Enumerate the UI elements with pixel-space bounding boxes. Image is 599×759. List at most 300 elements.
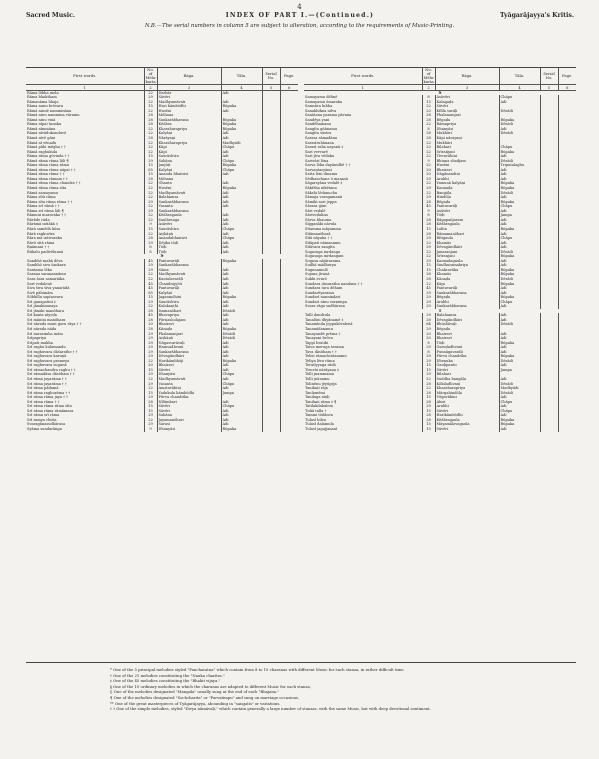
- mela-karta-cell: 29: [422, 354, 435, 359]
- raga-cell: Ṣaulāranga: [157, 218, 221, 223]
- tala-cell: Ādi: [221, 218, 262, 223]
- first-words-cell: Tulasī bilva: [305, 417, 326, 422]
- tala-cell: Ādi: [499, 377, 540, 382]
- raga-cell: Dējika tōḍi: [157, 241, 221, 246]
- tala-cell: Rūpaka: [499, 422, 540, 427]
- raga-cell: Phalamanjari: [435, 113, 499, 118]
- mela-karta-cell: 28: [422, 218, 435, 223]
- raga-cell: Sindhuramakriya: [435, 263, 499, 268]
- first-words-cell: Srī raghuvara dāśarathe † †: [27, 349, 78, 354]
- tala-cell: Dēsādi: [221, 336, 262, 341]
- raga-cell: Sankarābharana: [157, 350, 221, 355]
- first-words-cell: Srī raghuvara prameya: [27, 358, 70, 363]
- tala-cell: Triputalaghu: [499, 163, 540, 168]
- raga-cell: Bilahari: [435, 145, 499, 150]
- mela-karta-cell: 8: [422, 213, 435, 218]
- column-header: First words.: [304, 68, 422, 85]
- raga-cell: Sankarābharana: [157, 263, 221, 268]
- first-words-cell: Rārāde rāda: [27, 217, 50, 222]
- first-words-cell: Sarva lōka dayānidhē † †: [305, 163, 351, 168]
- tala-cell: Ādi: [221, 318, 262, 323]
- tala-cell: Ādi: [221, 350, 262, 355]
- first-words-cell: Rārā samēdā kōsa: [27, 226, 61, 231]
- tala-cell: Ādi: [221, 322, 262, 327]
- header-left: Sacred Music.: [26, 12, 76, 19]
- tala-cell: Rūpaka: [221, 127, 262, 132]
- tala-cell: Ādi: [221, 250, 262, 255]
- first-words-cell: Srī rāma pādamā: [27, 386, 59, 391]
- raga-cell: Hari kāmbōdhi: [157, 104, 221, 109]
- raga-cell: Dēvagāndhāri: [435, 245, 499, 250]
- raga-cell: Pantuvarāḷi: [435, 204, 499, 209]
- footnotes: [110, 667, 590, 712]
- tala-cell: Ādi: [221, 245, 262, 250]
- tala-cell: Ādi: [221, 277, 262, 282]
- raga-cell: Vasanta: [157, 204, 221, 209]
- first-words-cell: Rāma lōbha mela: [27, 91, 59, 95]
- raga-cell: Madhyamāvati: [157, 377, 221, 382]
- mela-karta-cell: 15: [422, 409, 435, 414]
- mela-karta-cell: 20: [144, 322, 157, 327]
- first-words-cell: Sangīta sāstra: [305, 131, 332, 136]
- tala-cell: Ādi: [221, 154, 262, 159]
- raga-cell: Vēgavāhini: [435, 395, 499, 400]
- tala-cell: Ādi: [499, 313, 540, 318]
- raga-cell: Kānaḍa: [435, 277, 499, 282]
- tala-cell: Dēsādi: [499, 191, 540, 196]
- raga-cell: Khamās: [435, 272, 499, 277]
- mela-karta-cell: 28: [422, 382, 435, 387]
- column-number: 5: [262, 85, 280, 91]
- mela-karta-cell: 28: [422, 118, 435, 123]
- mela-karta-cell: 20: [422, 172, 435, 177]
- raga-cell: Tōḍi: [157, 245, 221, 250]
- first-words-cell: Rāmā rāma rāma nāpai † †: [27, 167, 76, 172]
- raga-cell: Ānandabhairavi: [157, 236, 221, 241]
- mela-karta-cell: 29: [144, 372, 157, 377]
- column-header: Tāla.: [221, 68, 262, 85]
- raga-cell: Kharaharapriya: [435, 386, 499, 391]
- mela-karta-cell: 22: [144, 145, 157, 150]
- raga-cell: Janaranjani: [435, 250, 499, 255]
- mela-karta-cell: 20: [422, 336, 435, 341]
- tala-cell: Chāpu: [221, 236, 262, 241]
- mela-karta-cell: 15: [144, 227, 157, 232]
- tala-cell: Ādi: [221, 422, 262, 427]
- first-words-cell: Sarasa sāmadāna: [305, 136, 338, 141]
- mela-karta-cell: 28: [422, 391, 435, 396]
- mela-karta-cell: 22: [422, 145, 435, 150]
- raga-cell: Bhairavi: [435, 332, 499, 337]
- running-header: [26, 12, 574, 22]
- tala-cell: Ādi: [221, 377, 262, 382]
- raga-cell: Kēdāragaula: [435, 418, 499, 423]
- mela-karta-cell: 22: [422, 154, 435, 159]
- mela-karta-cell: 15: [144, 172, 157, 177]
- mela-karta-cell: 28: [144, 236, 157, 241]
- mela-karta-cell: 28: [422, 113, 435, 118]
- raga-cell: Dēvagāndhāri: [157, 354, 221, 359]
- raga-cell: Suddha bangāḷa: [435, 377, 499, 382]
- first-words-cell: Tiruvāi nārāyaṇa ‡: [305, 367, 339, 372]
- first-words-cell: Sari vevvarē: [305, 149, 328, 154]
- raga-cell: Husēni: [435, 163, 499, 168]
- raga-cell: Harikāmbhōji: [157, 359, 221, 364]
- raga-cell: Bhairavi: [435, 168, 499, 173]
- raga-cell: Mōhana: [157, 177, 221, 182]
- first-words-cell: Taiva meruga tarama: [305, 345, 344, 350]
- tala-cell: Ādi: [221, 109, 262, 114]
- tala-cell: Ādi: [499, 222, 540, 227]
- raga-cell: Sāvēri: [157, 368, 221, 373]
- tala-cell: Rūpaka: [499, 295, 540, 300]
- tala-cell: Rūpaka: [499, 181, 540, 186]
- footnote: † One of the 21 melodies constituting the "Nauka charitra.": [110, 672, 225, 678]
- first-words-cell: Sāmaja varagamanā: [305, 195, 343, 200]
- mela-karta-cell: 15: [144, 163, 157, 168]
- tala-cell: Ādi: [221, 354, 262, 359]
- tala-cell: Jampa: [499, 368, 540, 373]
- tala-cell: Ādi: [499, 259, 540, 264]
- raga-cell: Sahāna: [157, 413, 221, 418]
- mela-karta-cell: 22: [422, 141, 435, 146]
- raga-cell: Jaganmōhini: [157, 295, 221, 300]
- first-words-cell: Rāma rāma gōvinda † †: [27, 154, 70, 159]
- mela-karta-cell: 45: [144, 313, 157, 318]
- raga-cell: Asāvēri: [435, 209, 499, 214]
- mela-karta-cell: 22: [422, 282, 435, 287]
- raga-cell: Māyamālavagaula: [435, 422, 499, 427]
- tala-cell: Ādi: [499, 332, 540, 337]
- mela-karta-cell: 45: [144, 282, 157, 287]
- first-words-cell: Rāmanāma bhaja: [27, 99, 59, 104]
- raga-cell: Bilahari: [435, 372, 499, 377]
- mela-karta-cell: 22: [144, 204, 157, 209]
- tala-cell: Rūpaka: [221, 104, 262, 109]
- raga-cell: Husēni: [157, 109, 221, 114]
- tala-cell: Ādi: [499, 177, 540, 182]
- tala-cell: Dēsādi: [221, 332, 262, 337]
- mela-karta-cell: 22: [422, 122, 435, 127]
- tala-cell: Rūpaka: [221, 259, 262, 264]
- tala-cell: Ādi: [499, 350, 540, 355]
- raga-cell: Saurāshtra: [157, 227, 221, 232]
- first-words-cell: Srī rāma srī rāma: [27, 413, 60, 418]
- tala-cell: Rūpaka: [221, 122, 262, 127]
- raga-cell: Ārabhi: [435, 404, 499, 409]
- first-words-cell: Tanilani rāma ‡ ¶: [305, 399, 337, 404]
- raga-cell: Aṭṭhāṇā: [157, 232, 221, 237]
- tala-cell: Ādi: [221, 291, 262, 296]
- tala-cell: Dēsādi: [499, 391, 540, 396]
- tala-cell: Ādi: [221, 363, 262, 368]
- first-words-cell: Rāmā raghukula: [27, 149, 58, 154]
- first-words-cell: Sarivāri lōna: [305, 158, 329, 163]
- raga-cell: Pūrva chandrika: [157, 395, 221, 400]
- tala-cell: Ādi: [221, 150, 262, 155]
- raga-cell: Husēni: [157, 186, 221, 191]
- tala-cell: Dēsādi: [499, 359, 540, 364]
- first-words-cell: Ṛṇāmani † †: [27, 245, 50, 250]
- raga-cell: Punnāgavarāḷi: [435, 350, 499, 355]
- mela-karta-cell: 29: [144, 350, 157, 355]
- raga-cell: Kāpi nārayaṇi: [435, 136, 499, 141]
- raga-cell: Tōḍi: [435, 341, 499, 346]
- raga-cell: Kāpi: [157, 145, 221, 150]
- column-number: 6: [558, 85, 576, 91]
- tala-cell: Ādi: [499, 304, 540, 309]
- mela-karta-cell: 20: [422, 109, 435, 114]
- mela-karta-cell: 22: [422, 377, 435, 382]
- tala-cell: Chāpu: [499, 409, 540, 414]
- mela-karta-cell: 22: [144, 141, 157, 146]
- first-words-cell: Telisi rāmachintanamu: [305, 354, 347, 359]
- raga-cell: Saurāshtra: [157, 154, 221, 159]
- index-table-left: [26, 68, 298, 432]
- mela-karta-cell: 29: [144, 200, 157, 205]
- raga-cell: Kānaḍa: [157, 327, 221, 332]
- raga-cell: Rāmapriya: [435, 122, 499, 127]
- raga-cell: Bēgaḍa: [435, 200, 499, 205]
- mela-karta-cell: 22: [144, 304, 157, 309]
- tala-cell: Rūpaka: [221, 186, 262, 191]
- mela-karta-cell: 28: [144, 177, 157, 182]
- tala-cell: Chāpu: [221, 145, 262, 150]
- header-title: INDEX OF PART I.—(Continued.): [225, 12, 375, 19]
- mela-karta-cell: 28: [422, 418, 435, 423]
- first-words-cell: Rāmā ninnē nammināna: [27, 108, 72, 113]
- mela-karta-cell: 29: [422, 236, 435, 241]
- tala-cell: Dēsādi: [499, 277, 540, 282]
- tala-cell: Ādi: [499, 413, 540, 418]
- raga-cell: Sāvēri: [157, 95, 221, 100]
- first-words-cell: Rāma nīpai tanaku: [27, 122, 62, 127]
- first-words-cell: Šivē pāhimām: [27, 290, 53, 295]
- mela-karta-cell: 29: [144, 300, 157, 305]
- first-words-cell: Rūkalu padivēlunnā: [27, 249, 64, 254]
- raga-cell: Bhairavi: [157, 363, 221, 368]
- tala-cell: Rūpaka: [499, 186, 540, 191]
- first-words-cell: Sandēhamanu: [305, 122, 331, 127]
- mela-karta-cell: 28: [144, 122, 157, 127]
- first-words-cell: Srī rāmachandra raghu † †: [27, 367, 76, 372]
- raga-cell: Kalyāṇi: [157, 168, 221, 173]
- raga-cell: Rāgapañjaram: [435, 218, 499, 223]
- first-words-cell: Sukhi evarō: [305, 276, 327, 281]
- raga-cell: Jayamanōhari: [157, 418, 221, 423]
- first-words-cell: Tava dāsōham † †: [305, 349, 337, 354]
- first-words-cell: Sāmiki sari jeppa: [305, 199, 337, 204]
- first-words-cell: Sangīta gñānamu: [305, 126, 338, 131]
- mela-karta-cell: 29: [144, 268, 157, 273]
- raga-cell: Srīranjani: [435, 254, 499, 259]
- first-words-cell: Srī rāma rāma jaya † †: [27, 395, 68, 400]
- column-number: 1: [304, 85, 422, 91]
- first-words-cell: Srī rāma rāma rāmāmara: [27, 408, 74, 413]
- mela-karta-cell: 9: [144, 427, 157, 432]
- tala-cell: Ādi: [499, 245, 540, 250]
- first-words-cell: Srī rāma jayarāma † †: [27, 377, 67, 381]
- raga-cell: Sankarābharana: [157, 118, 221, 123]
- mela-karta-cell: 15: [422, 395, 435, 400]
- mela-karta-cell: 29: [422, 404, 435, 409]
- tala-cell: Ādi: [499, 286, 540, 291]
- first-words-cell: Rāmā nīvē gāni: [27, 136, 56, 141]
- mela-karta-cell: 28: [144, 309, 157, 314]
- raga-cell: Sāvēri: [435, 104, 499, 109]
- tala-cell: Madhyādi: [499, 386, 540, 391]
- raga-cell: Isamanōhari: [157, 309, 221, 314]
- column-number: 6: [280, 85, 298, 91]
- first-words-cell: Srī rāma jayarāma † †: [27, 381, 67, 386]
- tala-cell: Ādi: [499, 218, 540, 223]
- first-words-cell: Sākshi lēdanucha: [305, 190, 338, 195]
- tala-cell: Ādi: [499, 100, 540, 105]
- first-words-cell: Rāmā nīmmāna: [27, 126, 56, 131]
- raga-cell: Yadukula kāmbōdhi: [157, 391, 221, 396]
- first-words-cell: Srī raghu kulamandu: [27, 345, 66, 350]
- mela-karta-cell: 22: [144, 150, 157, 155]
- raga-cell: Srīrañjani: [435, 150, 499, 155]
- tala-cell: Jampa: [221, 391, 262, 396]
- raga-cell: Pūrva chandrika: [435, 354, 499, 359]
- tala-cell: Chāpu: [499, 400, 540, 405]
- tala-cell: Ādi: [221, 272, 262, 277]
- mela-karta-cell: 28: [144, 118, 157, 123]
- column-number: 4: [499, 85, 540, 91]
- mela-karta-cell: 29: [144, 159, 157, 164]
- first-words-cell: Sogasuga mṛdanga: [305, 249, 341, 254]
- raga-cell: Darbār: [157, 91, 221, 96]
- first-words-cell: Srī nārada nāda: [27, 326, 57, 331]
- first-words-cell: Tolli jnammamu: [305, 372, 335, 377]
- mela-karta-cell: 29: [144, 209, 157, 214]
- first-words-cell: Sārasa gāni: [305, 204, 327, 209]
- raga-cell: Kalyāṇi: [157, 291, 221, 296]
- first-words-cell: Sundari nīnu varṇimpa: [305, 299, 347, 304]
- first-words-cell: Rāmā ninu vinā: [27, 117, 56, 122]
- mela-karta-cell: 22: [144, 186, 157, 191]
- first-words-cell: Šōbhillu saptasvara: [27, 295, 63, 300]
- footnote: || One of the melodies designated "Mangala" usually sung at the end of each "Bhajana.": [110, 689, 280, 695]
- tala-cell: Ādi: [221, 204, 262, 209]
- mela-karta-cell: 28: [422, 131, 435, 136]
- first-words-cell: Rāmā samayamu: [27, 190, 58, 195]
- first-words-cell: Sārva bhauma: [305, 217, 332, 222]
- mela-karta-cell: 22: [144, 195, 157, 200]
- raga-cell: Nāgānandini: [435, 172, 499, 177]
- first-words-cell: Rāmā rāma rāma chandra † †: [27, 181, 81, 186]
- first-words-cell: Satta lēni dinamu: [305, 172, 338, 177]
- section-letter: S: [438, 90, 442, 95]
- tala-cell: Rūpaka: [499, 254, 540, 259]
- tala-cell: Ādi: [499, 291, 540, 296]
- mela-karta-cell: 22: [422, 241, 435, 246]
- mela-karta-cell: 20: [422, 332, 435, 337]
- raga-cell: Sāma: [157, 268, 221, 273]
- raga-cell: Balahamsa: [435, 313, 499, 318]
- raga-cell: Tīvravāhini: [435, 154, 499, 159]
- mela-karta-cell: 28: [144, 327, 157, 332]
- raga-cell: Sarasi: [157, 422, 221, 427]
- mela-karta-cell: 29: [422, 359, 435, 364]
- tala-cell: Ādi: [221, 409, 262, 414]
- first-words-cell: Tanikaṭi rāja: [305, 386, 328, 391]
- first-words-cell: Sītā nāyaka † †: [305, 236, 333, 241]
- raga-cell: Tōḍi: [435, 213, 499, 218]
- first-words-cell: Samayamu ēmaraka: [305, 99, 343, 104]
- tala-cell: Ādi: [221, 341, 262, 346]
- mela-karta-cell: 29: [422, 304, 435, 309]
- raga-cell: Kuntalavarāḷi: [157, 277, 221, 282]
- column-header: Rāga.: [435, 68, 499, 85]
- first-words-cell: Rāmā ninu nammina vāramu: [27, 113, 80, 118]
- tala-cell: Ādi: [499, 209, 540, 214]
- first-words-cell: Sītamma māyamma: [305, 226, 341, 231]
- first-words-cell: Srī jānakinanaya: [27, 304, 58, 309]
- mela-karta-cell: 9: [422, 209, 435, 214]
- serial-no-cell: [262, 427, 280, 432]
- raga-cell: Kalakaṇṭhi: [157, 304, 221, 309]
- tala-cell: Rūpaka: [499, 341, 540, 346]
- raga-cell: Kalyāṇi: [157, 131, 221, 136]
- mela-karta-cell: 8: [422, 350, 435, 355]
- mela-karta-cell: 29: [144, 422, 157, 427]
- raga-cell: Bēgaḍa: [435, 118, 499, 123]
- mela-karta-cell: 22: [144, 100, 157, 105]
- tala-cell: Chāpu: [221, 382, 262, 387]
- mela-karta-cell: 22: [144, 191, 157, 196]
- raga-cell: Pantuvarāḷi: [435, 286, 499, 291]
- first-words-cell: Sarasī raha nayanā ‡: [305, 145, 344, 150]
- mela-karta-cell: 28: [144, 113, 157, 118]
- tala-cell: Ādi: [221, 222, 262, 227]
- first-words-cell: Tolli jnānamu: [305, 377, 330, 381]
- mela-karta-cell: 15: [144, 104, 157, 109]
- bottom-rule: [26, 662, 576, 663]
- raga-cell: Bhavapriya: [157, 313, 221, 318]
- first-words-cell: Srī rāma rāma rāma sīta: [27, 404, 72, 409]
- tala-cell: Ādi: [499, 241, 540, 246]
- mela-karta-cell: 28: [422, 200, 435, 205]
- raga-cell: Sankarābharana: [435, 291, 499, 296]
- first-words-cell: Rāmā rāma rāma lāli ¶: [27, 158, 69, 163]
- tala-cell: Rūpaka: [499, 200, 540, 205]
- first-words-cell: Sambhō mahā dēva: [27, 258, 63, 263]
- first-words-cell: Teratīyyaga rādā: [305, 363, 336, 368]
- column-header: Rāga.: [157, 68, 221, 85]
- first-words-cell: Srī ganapatini ‡: [27, 299, 56, 304]
- mela-karta-cell: 22: [144, 232, 157, 237]
- first-words-cell: Sogasu nājārarama: [305, 258, 341, 263]
- raga-cell: Sankarābharana: [435, 304, 499, 309]
- mela-karta-cell: 29: [422, 372, 435, 377]
- first-words-cell: Srī mānini manōhara: [27, 317, 66, 322]
- tala-cell: Ādi: [221, 300, 262, 305]
- tala-cell: Ādi: [221, 200, 262, 205]
- first-words-cell: Rāmā nīvādukonduvō: [27, 131, 67, 136]
- tala-cell: Rūpaka: [221, 427, 262, 432]
- tala-cell: Ādi: [499, 336, 540, 341]
- first-words-cell: Sogasuga mṛdangam: [305, 254, 344, 259]
- raga-cell: Bhūshāvaḷi: [435, 322, 499, 327]
- tala-cell: Ādi: [221, 91, 262, 96]
- tala-cell: Ādi: [221, 232, 262, 237]
- tala-cell: Dēsādi: [221, 309, 262, 314]
- raga-cell: Kēdāragaula: [435, 222, 499, 227]
- first-words-cell: Tanilaga nāḍi: [305, 395, 330, 400]
- raga-cell: Kāpi: [157, 150, 221, 155]
